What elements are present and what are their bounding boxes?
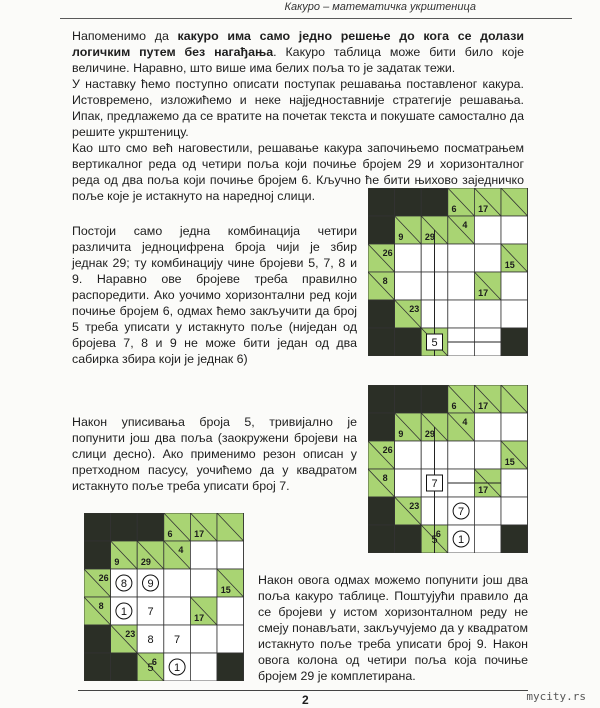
footer-rule <box>78 690 528 691</box>
kakuro-empty-cell <box>474 244 501 272</box>
kakuro-block-cell <box>501 328 528 356</box>
clue-number: 4 <box>462 219 468 230</box>
kakuro-block-cell <box>84 625 111 653</box>
kakuro-digit: 8 <box>120 578 127 590</box>
kakuro-empty-cell <box>448 300 475 328</box>
kakuro-block-cell <box>421 385 448 413</box>
kakuro-empty-cell <box>501 300 528 328</box>
kakuro-block-cell <box>111 513 138 541</box>
kakuro-digit: 5 <box>147 662 154 674</box>
kakuro-empty-cell <box>474 413 501 441</box>
kakuro-block-cell <box>84 653 111 681</box>
kakuro-digit: 1 <box>120 606 127 618</box>
kakuro-empty-cell <box>474 497 501 525</box>
kakuro-block-cell <box>368 497 395 525</box>
clue-number: 6 <box>167 529 173 540</box>
paragraph-4: Постоји само једна комбинација четири различита једноцифрена броја чији је збир једнак 29; ту комбинацију чине бројеви 5, 7, 8 и 9. Наравно ове бројеве треба правилно распоредити. Ако уочимо хоризонтални ред који почиње бројем 6, одмах ћемо закључити да број 5 треба уписати у истакнуто поље (ниједан од бројева 7, 8 и 9 не може бити један од два сабирка збира који је једнак 6) <box>72 224 357 366</box>
kakuro-empty-cell <box>190 569 217 597</box>
kakuro-block-cell <box>368 328 395 356</box>
kakuro-block-cell <box>368 385 395 413</box>
paragraph-1 <box>72 28 524 76</box>
clue-number: 26 <box>382 247 393 258</box>
clue-number: 9 <box>398 429 404 440</box>
clue-number: 4 <box>462 416 468 427</box>
kakuro-block-cell <box>395 188 422 216</box>
clue-number: 17 <box>478 401 489 412</box>
kakuro-empty-cell <box>217 597 244 625</box>
p1-bold: какуро има само једно решење до кога се долази логичким путем без нагађања <box>72 29 524 59</box>
kakuro-empty-cell <box>190 653 217 681</box>
clue-number: 17 <box>478 485 489 496</box>
clue-number: 17 <box>194 613 205 624</box>
kakuro-empty-cell <box>474 525 501 553</box>
kakuro-empty-cell <box>395 272 422 300</box>
kakuro-digit: 9 <box>147 578 154 590</box>
clue-number: 15 <box>504 260 515 271</box>
kakuro-digit: 7 <box>458 506 465 518</box>
page-number: 2 <box>302 693 309 707</box>
kakuro-empty-cell <box>474 441 501 469</box>
clue-number: 8 <box>382 275 388 286</box>
kakuro-digit: 1 <box>458 534 465 546</box>
clue-number: 9 <box>398 232 404 243</box>
kakuro-block-cell <box>395 385 422 413</box>
paragraph-2: У наставку ћемо поступно описати поступак решавања поставленог какура. Истовремено, изложићемо и неке најједноставније стратегије решавања. Ипак, предлажемо да се вратите на почетак текста и покушате самостално да решите укрштеницу. <box>72 77 524 139</box>
watermark: mycity.rs <box>526 690 586 703</box>
p1-rest: . Какуро таблица може бити било које величине. Наравно, што више има белих поља то је задатак тежи. <box>72 45 524 75</box>
kakuro-block-cell <box>395 328 422 356</box>
clue-number: 29 <box>424 429 435 440</box>
kakuro-empty-cell <box>395 244 422 272</box>
kakuro-empty-cell <box>190 625 217 653</box>
kakuro-block-cell <box>368 216 395 244</box>
paragraph-6: Након овога одмах можемо попунити још два поља какуро таблице. Поштујући правило да се бројеви у истом хоризонталном реду не смеју понављати, закључујемо да у квадратом истакнуто поље треба уписати број 9. Након овога колона од четири поља која почиње бројем 29 је комплетирана. <box>258 573 528 683</box>
paragraph-3: Као што смо већ наговестили, решавање какура започињемо посматрањем вертикалног реда од четири поља који почиње бројем 29 и хоризонталног реда од два поља који почиње бројем 6. Кључно ће бити њихово заједничко поље које је истакнуто на наредној слици. <box>72 141 524 203</box>
kakuro-grid-3 <box>84 513 244 681</box>
kakuro-digit: 7 <box>147 606 154 618</box>
clue-number: 6 <box>451 204 457 215</box>
header-title: Какуро – математичка укрштеница <box>284 1 476 13</box>
clue-number: 6 <box>435 528 441 539</box>
kakuro-block-cell <box>368 188 395 216</box>
clue-number: 26 <box>382 444 393 455</box>
kakuro-empty-cell <box>501 216 528 244</box>
kakuro-empty-cell <box>448 441 475 469</box>
kakuro-empty-cell <box>395 469 422 497</box>
clue-number: 4 <box>178 544 184 555</box>
kakuro-empty-cell <box>501 413 528 441</box>
clue-number: 6 <box>451 401 457 412</box>
kakuro-empty-cell <box>190 541 217 569</box>
clue-number: 29 <box>140 557 151 568</box>
clue-number: 23 <box>409 500 420 511</box>
kakuro-block-cell <box>368 525 395 553</box>
clue-number: 29 <box>424 232 435 243</box>
paragraph-5: Након уписивања броја 5, тривијално је попунити још два поља (заокружени бројеви на слици десно). Ако применимо резон описан у претходном пасусу, уочићемо да у квадратом истакнуто поље треба уписати број 7. <box>72 415 357 493</box>
kakuro-digit: 7 <box>174 634 181 646</box>
kakuro-empty-cell <box>217 541 244 569</box>
kakuro-block-cell <box>395 525 422 553</box>
kakuro-empty-cell <box>164 569 191 597</box>
clue-number: 15 <box>504 457 515 468</box>
clue-number: 23 <box>409 303 420 314</box>
kakuro-empty-cell <box>448 244 475 272</box>
clue-number: 8 <box>382 472 388 483</box>
clue-number: 26 <box>98 572 109 583</box>
clue-number: 15 <box>220 585 231 596</box>
kakuro-grid-1 <box>368 188 528 356</box>
clue-number: 17 <box>194 529 205 540</box>
kakuro-empty-cell <box>501 469 528 497</box>
kakuro-empty-cell <box>474 300 501 328</box>
kakuro-block-cell <box>137 513 164 541</box>
kakuro-empty-cell <box>395 441 422 469</box>
kakuro-block-cell <box>368 300 395 328</box>
kakuro-empty-cell <box>448 272 475 300</box>
clue-number: 23 <box>125 628 136 639</box>
kakuro-block-cell <box>421 188 448 216</box>
clue-number: 6 <box>151 656 157 667</box>
clue-number: 17 <box>478 204 489 215</box>
kakuro-block-cell <box>501 525 528 553</box>
kakuro-block-cell <box>217 653 244 681</box>
kakuro-block-cell <box>84 513 111 541</box>
clue-number: 17 <box>478 288 489 299</box>
p1-lead: Напоменимо да <box>72 29 178 43</box>
kakuro-grid-2 <box>368 385 528 553</box>
kakuro-digit: 7 <box>431 478 438 490</box>
clue-number: 8 <box>98 600 104 611</box>
clue-number: 9 <box>114 557 120 568</box>
kakuro-block-cell <box>84 541 111 569</box>
kakuro-empty-cell <box>217 625 244 653</box>
kakuro-digit: 5 <box>431 534 438 546</box>
kakuro-empty-cell <box>164 597 191 625</box>
kakuro-digit: 1 <box>174 662 181 674</box>
kakuro-block-cell <box>111 653 138 681</box>
kakuro-block-cell <box>368 413 395 441</box>
kakuro-empty-cell <box>474 216 501 244</box>
kakuro-empty-cell <box>501 497 528 525</box>
kakuro-digit: 8 <box>147 634 154 646</box>
kakuro-digit: 5 <box>431 337 438 349</box>
kakuro-empty-cell <box>501 272 528 300</box>
running-header <box>60 0 572 19</box>
